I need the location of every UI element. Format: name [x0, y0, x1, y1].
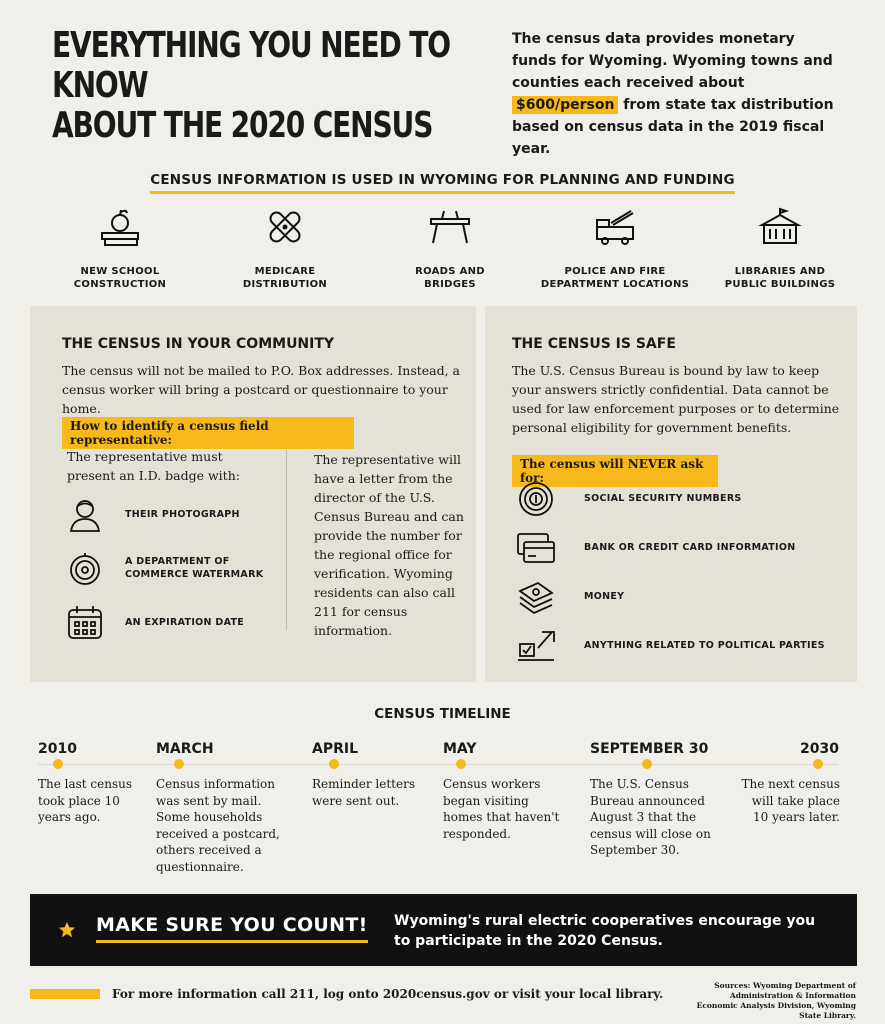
use-item-medicare: MEDICARE DISTRIBUTION [205, 205, 365, 291]
calendar-icon [67, 604, 103, 640]
timeline-dot [53, 759, 63, 769]
badge-item-photo: THEIR PHOTOGRAPH [67, 494, 307, 534]
field-rep-highlight: How to identify a census field representative: [62, 417, 354, 449]
never-ask-highlight: The census will NEVER ask for: [512, 455, 718, 487]
person-photo-icon [67, 496, 103, 532]
bandage-icon [263, 205, 307, 249]
intro-text-end: from state tax distribution based on census data in the 2019 fiscal year. [512, 97, 834, 157]
star-icon [58, 921, 76, 939]
title-line-2: ABOUT THE 2020 CENSUS [52, 105, 433, 146]
timeline-label-march: MARCH [156, 741, 214, 757]
never-item-bank: BANK OR CREDIT CARD INFORMATION [516, 523, 846, 572]
timeline-text-2010: The last census took place 10 years ago. [38, 777, 133, 824]
timeline-line [38, 764, 838, 765]
timeline-label-2010: 2010 [38, 741, 77, 757]
letter-text: The representative will have a letter from the director of the U.S. Census Bureau and can provide the number for the regional office for verification. Wyoming residents can also call 211 for census information. [314, 452, 464, 638]
road-bridge-icon [428, 205, 472, 249]
community-panel [30, 306, 476, 682]
safe-panel [485, 306, 857, 682]
timeline-dot [329, 759, 339, 769]
call-to-action-banner [30, 894, 857, 966]
community-body: The census will not be mailed to P.O. Box addresses. Instead, a census worker will bring a postcard or questionnaire to your home. [62, 363, 461, 416]
sources-note: Sources: Wyoming Department of Administration & Information Economic Analysis Division, Wyoming State Library. [696, 981, 856, 1020]
money-stack-icon [516, 579, 556, 615]
timeline-text-april: Reminder letters were sent out. [312, 777, 415, 808]
timeline-text-september: The U.S. Census Bureau announced August 3 that the census will close on September 30. [590, 777, 711, 857]
timeline-text-march: Census information was sent by mail. Some households received a postcard, others received a questionnaire. [156, 777, 280, 874]
use-item-roads: ROADS AND BRIDGES [370, 205, 530, 291]
badge-item-expiration: AN EXPIRATION DATE [67, 602, 307, 642]
uses-icon-row [40, 205, 860, 291]
cta-text: MAKE SURE YOU COUNT! [96, 914, 368, 943]
intro-text: The census data provides monetary funds for Wyoming. Wyoming towns and counties each received about [512, 31, 833, 91]
column-divider [286, 450, 287, 630]
safe-body: The U.S. Census Bureau is bound by law to keep your answers strictly confidential. Data cannot be used for law enforcement purposes or to determine personal eligibility for government benefits. [512, 363, 840, 435]
never-item-money: MONEY [516, 572, 846, 621]
badge-item-watermark: A DEPARTMENT OF COMMERCE WATERMARK [67, 548, 307, 588]
banner-message: Wyoming's rural electric cooperatives encourage you to participate in the 2020 Census. [394, 913, 816, 949]
school-books-apple-icon [98, 205, 142, 249]
footer-info: For more information call 211, log onto 2020census.gov or visit your local library. [112, 987, 664, 1001]
timeline-label-may: MAY [443, 741, 477, 757]
never-item-political: ANYTHING RELATED TO POLITICAL PARTIES [516, 621, 846, 670]
title-line-1: EVERYTHING YOU NEED TO KNOW [52, 25, 450, 106]
timeline-dot [813, 759, 823, 769]
credit-card-icon [516, 530, 556, 566]
never-item-ssn: SOCIAL SECURITY NUMBERS [516, 474, 846, 523]
fire-truck-icon [593, 205, 637, 249]
timeline-dot [174, 759, 184, 769]
never-ask-list [516, 474, 846, 670]
community-heading: THE CENSUS IN YOUR COMMUNITY [62, 336, 335, 352]
timeline-label-april: APRIL [312, 741, 359, 757]
intro-highlight: $600/person [512, 96, 618, 114]
safe-heading: THE CENSUS IS SAFE [512, 336, 676, 352]
library-building-icon [758, 205, 802, 249]
timeline-label-september: SEPTEMBER 30 [590, 741, 709, 757]
use-item-school: NEW SCHOOL CONSTRUCTION [40, 205, 200, 291]
badge-intro: The representative must present an I.D. badge with: [67, 449, 240, 483]
use-item-library: LIBRARIES AND PUBLIC BUILDINGS [700, 205, 860, 291]
timeline-text-2030: The next census will take place 10 years later. [741, 777, 840, 824]
timeline-heading: CENSUS TIMELINE [374, 706, 511, 722]
uses-heading: CENSUS INFORMATION IS USED IN WYOMING FOR PLANNING AND FUNDING [0, 172, 885, 188]
page-title [52, 26, 489, 146]
use-item-fire: POLICE AND FIRE DEPARTMENT LOCATIONS [535, 205, 695, 291]
seal-watermark-icon [67, 550, 103, 586]
timeline-label-2030: 2030 [800, 741, 839, 757]
intro-paragraph [512, 28, 842, 160]
fingerprint-icon [516, 481, 556, 517]
timeline-dot [642, 759, 652, 769]
footer-accent-bar [30, 989, 100, 999]
ballot-vote-icon [516, 628, 556, 664]
timeline-dot [456, 759, 466, 769]
timeline-text-may: Census workers began visiting homes that haven't responded. [443, 777, 560, 841]
badge-list [67, 494, 307, 642]
